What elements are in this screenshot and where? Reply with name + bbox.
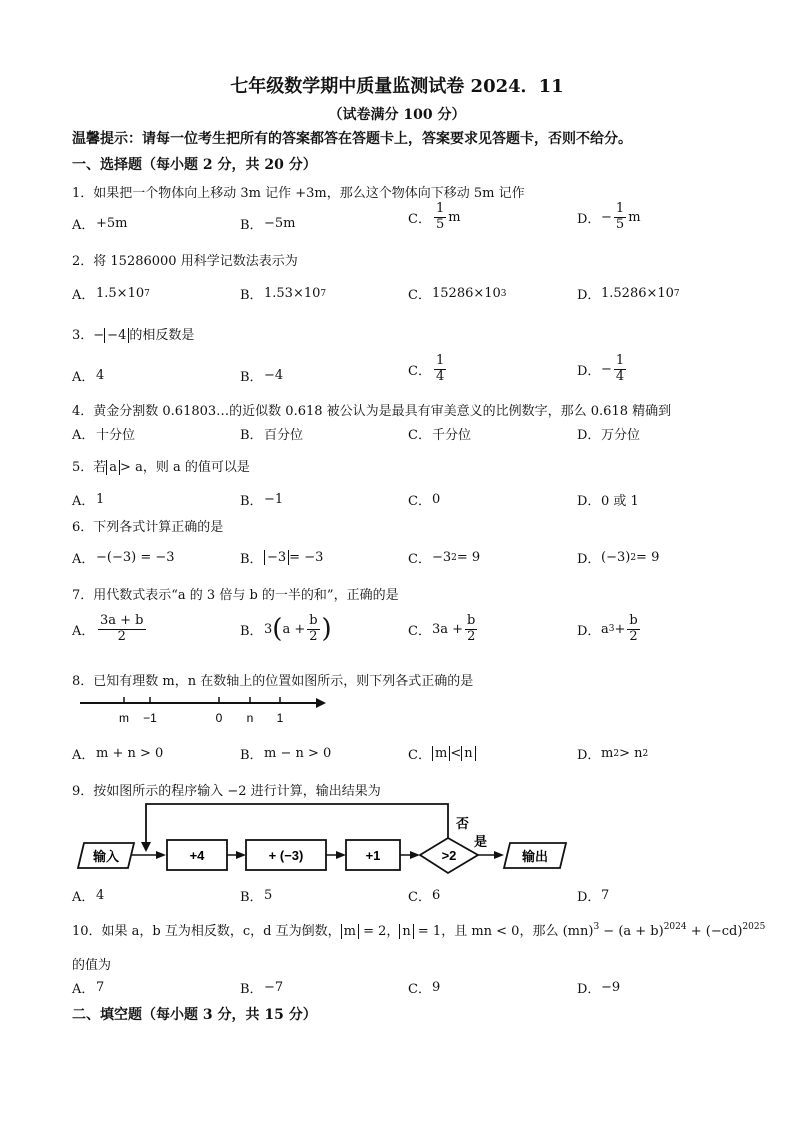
q6-option-b: B． −3 = −3 [240, 550, 324, 567]
q2-option-c: C． 15286×10 3 [408, 286, 507, 303]
question-10: 10．如果 a，b 互为相反数，c，d 互为倒数， m = 2， n = 1，且 mn < 0，那么 $(mn)^3 - (a + b)^{2024} + (-cd)^{2025}$ [72, 922, 766, 939]
q1-option-d: D． − $\frac{1}{5}$ m [577, 201, 641, 232]
q10-option-c: C． 9 [408, 980, 441, 997]
flowchart-figure [72, 800, 582, 882]
question-9: 9．按如图所示的程序输入 −2 进行计算，输出结果为 [72, 784, 381, 799]
q6-option-c: C． −3 2 = 9 [408, 550, 481, 567]
q10-option-a: A． 7 [72, 980, 105, 997]
q7-option-d: D． a 3 + $\frac{b}{2}$ [577, 613, 638, 644]
flow-no-label: 否 [456, 816, 470, 831]
axis-label-0: 0 [215, 711, 223, 725]
question-8: 8．已知有理数 m，n 在数轴上的位置如图所示，则下列各式正确的是 [72, 674, 474, 689]
axis-label-1: 1 [276, 711, 284, 725]
question-7: 7．用代数式表示“a 的 3 倍与 b 的一半的和”，正确的是 [72, 588, 399, 603]
q5-option-a: A． 1 [72, 492, 105, 509]
q4-option-a: A． 十分位 [72, 428, 136, 443]
q5-option-c: C． 0 [408, 492, 441, 509]
q8-option-d: D． m 2 > n 2 [577, 746, 649, 763]
exam-subtitle: （试卷满分 100 分） [328, 107, 466, 123]
question-4: 4．黄金分割数 0.61803…的近似数 0.618 被公认为是最具有审美意义的比例数字，那么 0.618 精确到 [72, 404, 672, 419]
q3-option-a: A． 4 [72, 368, 105, 385]
q5-option-b: B． −1 [240, 492, 284, 509]
flow-op3-label: +1 [365, 848, 381, 863]
question-2: 2．将 15286000 用科学记数法表示为 [72, 254, 298, 269]
q7-option-c: C． 3a + $\frac{b}{2}$ [408, 613, 476, 644]
q5-option-d: D． 0 或 1 [577, 494, 639, 509]
axis-label-minus-1: −1 [143, 711, 157, 725]
section-2-heading: 二、填空题（每小题 3 分，共 15 分） [72, 1007, 317, 1023]
q3-option-b: B． −4 [240, 368, 284, 385]
flow-yes-label: 是 [474, 834, 488, 849]
q9-option-b: B． 5 [240, 888, 273, 905]
q8-option-b: B． m − n > 0 [240, 746, 332, 763]
question-10-line-2: 的值为 [72, 958, 112, 973]
q7-option-a: A． $\frac{3a + b}{2}$ [72, 613, 144, 644]
axis-label-n: n [246, 711, 254, 725]
q2-option-a: A． 1.5×10 7 [72, 286, 150, 303]
flow-op2-label: + (−3) [268, 848, 304, 863]
number-line-figure [72, 692, 332, 726]
q2-option-d: D． 1.5286×10 7 [577, 286, 680, 303]
q4-option-c: C． 千分位 [408, 428, 472, 443]
q7-option-b: B． 3 ( a + $\frac{b}{2}$ ) [240, 613, 332, 645]
q3-option-d: D． − $\frac{1}{4}$ [577, 353, 625, 384]
q9-option-d: D． 7 [577, 888, 610, 905]
question-6: 6．下列各式计算正确的是 [72, 520, 224, 535]
q10-option-b: B． −7 [240, 980, 284, 997]
flow-op1-label: +4 [189, 848, 205, 863]
q2-option-b: B． 1.53×10 7 [240, 286, 327, 303]
q4-option-d: D． 万分位 [577, 428, 641, 443]
axis-label-m: m [119, 711, 129, 725]
q1-option-c: C． $\frac{1}{5}$ m [408, 201, 461, 232]
q10-option-d: D． −9 [577, 980, 621, 997]
flow-condition-label: >2 [441, 848, 457, 863]
q8-option-a: A． m + n > 0 [72, 746, 164, 763]
section-1-heading: 一、选择题（每小题 2 分，共 20 分） [72, 157, 317, 173]
q9-option-c: C． 6 [408, 888, 441, 905]
flow-output-label: 输出 [521, 849, 549, 864]
exam-title: 七年级数学期中质量监测试卷 2024．11 [230, 76, 564, 97]
q6-option-d: D． (−3) 2 = 9 [577, 550, 660, 567]
question-3: 3．− −4 的相反数是 [72, 328, 195, 343]
q1-option-b: B． −5m [240, 216, 296, 233]
q4-option-b: B． 百分位 [240, 428, 304, 443]
q8-option-c: C． m < n [408, 744, 476, 763]
number-line-arrow-icon [316, 698, 326, 708]
q9-option-a: A． 4 [72, 888, 105, 905]
q1-option-a: A． +5m [72, 216, 128, 233]
q6-option-a: A． −(−3) = −3 [72, 550, 175, 567]
flow-input-label: 输入 [92, 849, 120, 864]
question-5: 5．若 a > a，则 a 的值可以是 [72, 460, 250, 475]
tip-text: 温馨提示：请每一位考生把所有的答案都答在答题卡上，答案要求见答题卡，否则不给分。 [72, 131, 632, 147]
question-1: 1．如果把一个物体向上移动 3m 记作 +3m，那么这个物体向下移动 5m 记作 [72, 186, 525, 201]
q3-option-c: C． $\frac{1}{4}$ [408, 353, 445, 384]
